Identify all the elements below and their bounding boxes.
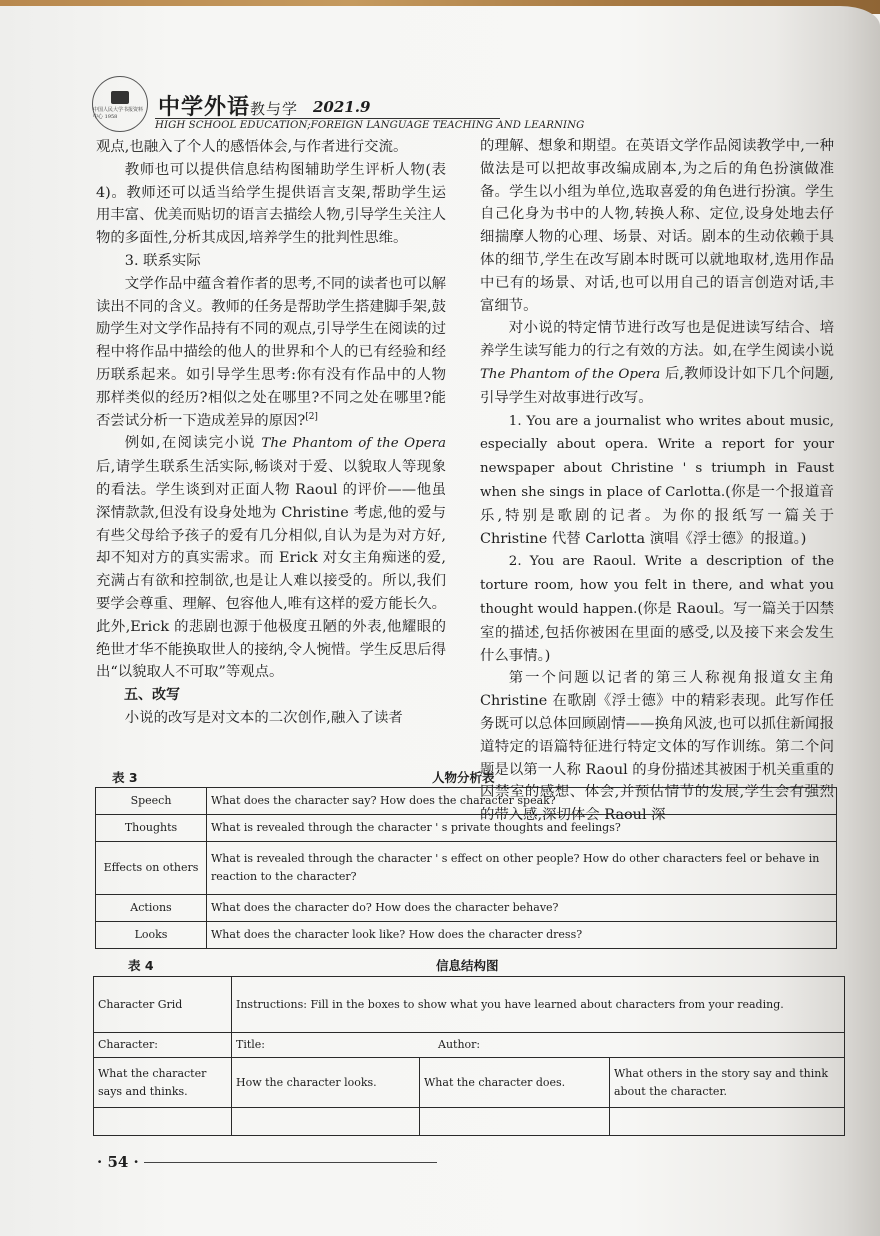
table-row [96, 788, 837, 815]
paragraph [480, 317, 834, 409]
header-subtitle-en: HIGH SCHOOL EDUCATION;FOREIGN LANGUAGE TEACHING AND LEARNING [155, 120, 585, 131]
table-row [96, 895, 837, 922]
row-key: Effects on others [96, 842, 207, 895]
magazine-title-main: 中学外语 [158, 95, 251, 120]
column-header: How the character looks. [232, 1058, 420, 1108]
row-value: What does the character say? How does the character speak? [207, 788, 837, 815]
paragraph: 教师也可以提供信息结构图辅助学生评析人物(表4)。教师还可以适当给学生提供语言支架,帮助学生运用丰富、优美而贴切的语言去描绘人物,引导学生关注人物的多面性,分析其成因,培养学生的批判性思维。 [96, 161, 446, 247]
paragraph-text: 后,教师设计如下几个问题,引导学生对故事进行改写。 [480, 365, 834, 406]
table3-title: 人物分析表 [432, 770, 495, 785]
table-row [94, 1058, 845, 1108]
paragraph-text: 对小说的特定情节进行改写也是促进读写结合、培养学生读写能力的行之有效的方法。如,在学生阅读小说 [480, 320, 834, 360]
instructions-cell: Instructions: Fill in the boxes to show what you have learned about characters from your reading. [232, 977, 845, 1033]
logo-seal-text: 中国人民大学书报资料中心 1958 [93, 106, 144, 120]
prompt-english: 2. You are Raoul. Write a description of the torture room, how you felt in there, and what you thought would happen. [480, 554, 834, 617]
paragraph-text: 文学作品中蕴含着作者的思考,不同的读者也可以解读出不同的含义。教师的任务是帮助学生搭建脚手架,鼓励学生对文学作品持有不同的观点,引导学生在阅读的过程中将作品中描绘的他人的世界和个人的已有经验和经历联系起来。如引导学生思考:你有没有作品中的人物那样类似的经历?相似之处在哪里?不同之处在哪里?能否尝试分析一下造成差异的原因? [96, 275, 446, 429]
table-row [96, 922, 837, 949]
paragraph: 小说的改写是对文本的二次创作,融入了读者 [124, 709, 403, 726]
section-heading-5: 五、改写 [124, 687, 180, 704]
table-row [94, 1033, 845, 1058]
footer-rule [144, 1162, 437, 1163]
paragraph-text: 后,请学生联系生活实际,畅谈对于爱、以貌取人等现象的看法。学生谈到对正面人物 Raoul 的评价——他虽深情款款,但没有设身处地为 Christine 考虑,他的爱与有些父母给予孩子的爱有几分相似,自认为是为对方好,却不知对方的真实需求。而 Erick 对女主角痴迷的爱,充满占有欲和控制欲,也是让人难以接受的。所以,我们要学会尊重、理解、包容他人,唯有这样的爱方能长久。此外,Erick 的悲剧也源于他极度丑陋的外表,他耀眼的绝世才华不能换取世人的接纳,令人惋惜。学生反思后得出“以貌取人不可取”等观点。 [96, 459, 446, 681]
column-header: What the character does. [420, 1058, 610, 1108]
magazine-title-suffix: 教与学 [250, 100, 299, 118]
book-stack-icon [111, 91, 129, 104]
row-key: Looks [96, 922, 207, 949]
column-header: What others in the story say and think about the character. [610, 1058, 845, 1108]
title-field[interactable]: Title: [236, 1038, 266, 1051]
magazine-title [158, 90, 298, 121]
row-value: What does the character look like? How does the character dress? [207, 922, 837, 949]
publisher-logo [92, 76, 148, 132]
character-grid-table [93, 976, 845, 1136]
prompt-chinese: (你是一个报道音乐,特别是歌剧的记者。为你的报纸写一篇关于 Christine 代替 Carlotta 演唱《浮士德》的报道。) [480, 483, 834, 547]
left-column [96, 136, 446, 730]
paragraph [96, 273, 446, 433]
table3-label: 表 3 [112, 770, 138, 785]
issue-number: 2021.9 [313, 98, 371, 116]
blank-cell[interactable] [420, 1108, 610, 1136]
paragraph [96, 432, 446, 684]
author-field[interactable]: Author: [438, 1038, 481, 1051]
title-author-cell [232, 1033, 845, 1058]
writing-prompt-2 [480, 550, 834, 667]
blank-cell[interactable] [610, 1108, 845, 1136]
table-row [96, 842, 837, 895]
blank-cell[interactable] [94, 1108, 232, 1136]
paragraph: 的理解、想象和期望。在英语文学作品阅读教学中,一种做法是可以把故事改编成剧本,为之后的角色扮演做准备。学生以小组为单位,选取喜爱的角色进行扮演。学生自己化身为书中的人物,转换人称、定位,设身处地去仔细揣摩人物的心理、场景、对话。剧本的生动依赖于具体的细节,学生在改写剧本时既可以就地取材,选用作品中已有的场景、对话,也可以用自己的语言创造对话,丰富细节。 [480, 138, 834, 314]
prompt-chinese: (你是 Raoul。写一篇关于囚禁室的描述,包括你被困在里面的感受,以及接下来会发生什么事情。) [480, 600, 834, 664]
character-field[interactable]: Character: [94, 1033, 232, 1058]
right-column [480, 135, 834, 827]
section-heading-3: 3. 联系实际 [124, 252, 201, 269]
paragraph: 第一个问题以记者的第三人称视角报道女主角 Christine 在歌剧《浮士德》中的精彩表现。此写作任务既可以总体回顾剧情——换角风波,也可以抓住新闻报道特定的语篇特征进行特定文体的写作训练。第二个问题是以第一人称 Raoul 的身份描述其被困于机关重重的囚禁室的感想、体会,并预估情节的发展,学生会有强烈的带入感,深切体会 Raoul 深 [480, 670, 834, 824]
prompt-english: 1. You are a journalist who writes about music, especially about opera. Write a report for your newspaper about Christine ' s triumph in Faust when she sings in place of Carlotta. [480, 413, 834, 500]
book-title: The Phantom of the Opera [480, 366, 661, 382]
writing-prompt-1 [480, 410, 834, 551]
table-row [94, 1108, 845, 1136]
table-row [96, 815, 837, 842]
row-value: What is revealed through the character ' s effect on other people? How do other characters feel or behave in reaction to the character? [207, 842, 837, 895]
row-key: Thoughts [96, 815, 207, 842]
table-row [94, 977, 845, 1033]
character-analysis-table [95, 787, 837, 949]
table4-title: 信息结构图 [436, 958, 499, 973]
paragraph: 观点,也融入了个人的感悟体会,与作者进行交流。 [96, 139, 408, 155]
row-key: Speech [96, 788, 207, 815]
row-value: What does the character do? How does the character behave? [207, 895, 837, 922]
book-title: The Phantom of the Opera [261, 436, 447, 452]
page-number: · 54 · [97, 1153, 139, 1171]
magazine-page [0, 6, 880, 1236]
table4-label: 表 4 [128, 958, 154, 973]
header-rule [155, 118, 500, 119]
citation-ref: [2] [305, 411, 318, 422]
row-key: Actions [96, 895, 207, 922]
paragraph-text: 例如,在阅读完小说 [124, 435, 256, 452]
row-value: What is revealed through the character ' s private thoughts and feelings? [207, 815, 837, 842]
grid-label-cell: Character Grid [94, 977, 232, 1033]
blank-cell[interactable] [232, 1108, 420, 1136]
column-header: What the character says and thinks. [94, 1058, 232, 1108]
